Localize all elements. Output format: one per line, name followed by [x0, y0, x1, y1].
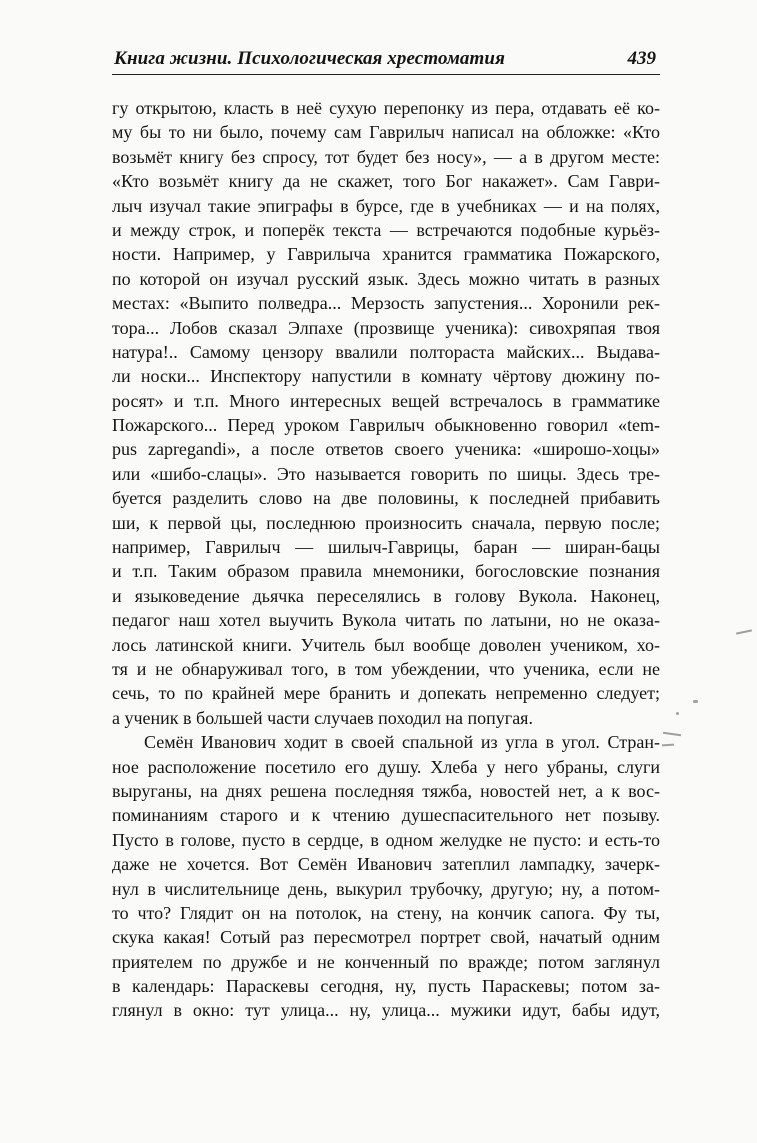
text-line: а ученик в большей части случаев походил на попугая.	[112, 707, 533, 728]
page-number: 439	[627, 48, 656, 69]
scan-artifact	[736, 629, 752, 634]
text-line: гу открытою, класть в неё сухую перепонку из пера, отдавать её ко-	[112, 98, 660, 118]
text-line: в календарь: Параскевы сегодня, ну, пусть Параскевы; потом за-	[112, 976, 660, 997]
text-line: Семён Иванович ходит в своей спальной из угла в угол. Стран-	[144, 732, 660, 753]
text-line: росят» и т.п. Много интересных вещей встречалось в грамматике	[112, 390, 660, 411]
text-line: то что? Глядит он на потолок, на стену, на кончик сапога. Фу ты,	[112, 902, 660, 923]
scan-artifact	[676, 712, 679, 715]
text-line: например, Гаврилыч — шилыч-Гаврицы, баран — ширан-бацы	[112, 537, 660, 558]
text-line: ности. Например, у Гаврилыча хранится грамматика Пожарского,	[112, 244, 660, 265]
text-line: сечь, то по крайней мере бранить и допекать непременно следует;	[112, 683, 660, 704]
text-line: педагог наш хотел выучить Вукола читать по латыни, но не оказа-	[112, 610, 660, 631]
text-line: нул в числительнице день, выкурил трубочку, другую; ну, а потом-	[112, 878, 660, 899]
running-header	[112, 40, 660, 75]
text-line: даже не хочется. Вот Семён Иванович затеплил лампадку, зачерк-	[112, 854, 660, 875]
text-line: скука какая! Сотый раз пересмотрел портрет свой, начатый одним	[112, 927, 660, 948]
text-line: местах: «Выпито полведра... Мерзость запустения... Хоронили рек-	[112, 293, 660, 314]
text-line: и т.п. Таким образом правила мнемоники, богословские познания	[112, 561, 660, 582]
text-line: pus zapregandi», а после ответов своего ученика: «широшо-хоцы»	[112, 439, 660, 460]
text-line: и языковедение дьячка переселялись в голову Вукола. Наконец,	[112, 585, 660, 606]
text-line: ли носки... Инспектору напустили в комнату чёртову дюжину по-	[112, 366, 660, 387]
text-line: выруганы, на днях решена последняя тяжба, новостей нет, а к вос-	[112, 780, 660, 801]
text-line: буется разделить слово на две половины, к последней прибавить	[112, 488, 660, 509]
scan-artifact	[662, 744, 674, 747]
text-line: по которой он изучал русский язык. Здесь можно читать в разных	[112, 268, 660, 289]
running-title: Книга жизни. Психологическая хрестоматия	[114, 48, 505, 69]
text-line: лось латинской книги. Учитель был вообще доволен учеником, хо-	[112, 634, 660, 655]
body-text	[112, 96, 660, 1023]
text-line: «Кто возьмёт книгу да не скажет, того Бог накажет». Сам Гаври-	[112, 171, 660, 192]
text-line: поминаниям старого и к чтению душеспасительного нет позыву.	[112, 805, 660, 826]
text-line: Пусто в голове, пусто в сердце, в одном желудке не пусто: и есть-то	[112, 829, 660, 850]
text-line: или «шибо-слацы». Это называется говорить по шицы. Здесь тре-	[112, 463, 660, 484]
text-line: приятелем по дружбе и не конченный по вражде; потом заглянул	[112, 951, 660, 972]
scan-artifact	[693, 700, 698, 703]
text-line: Пожарского... Перед уроком Гаврилыч обыкновенно говорил «tem-	[112, 415, 660, 436]
scan-artifact	[663, 732, 681, 736]
text-line: тора... Лобов сказал Элпахе (прозвище ученика): сивохряпая твоя	[112, 317, 660, 338]
text-line: возьмёт книгу без спросу, тот будет без носу», — а в другом месте:	[112, 146, 660, 167]
text-line: ши, к первой цы, последнюю произносить сначала, первую после;	[112, 512, 660, 533]
text-line: натура!.. Самому цензору ввалили полтораста майских... Выдава-	[112, 341, 660, 362]
text-line: глянул в окно: тут улица... ну, улица... мужики идут, бабы идут,	[112, 1000, 660, 1021]
text-line: му бы то ни было, почему сам Гаврилыч написал на обложке: «Кто	[112, 122, 660, 143]
text-line: и между строк, и поперёк текста — встречаются подобные курьёз-	[112, 219, 660, 240]
text-line: тя и не обнаруживал того, в том убеждении, что ученика, если не	[112, 658, 660, 679]
text-line: ное расположение посетило его душу. Хлеба у него убраны, слуги	[112, 756, 660, 777]
text-line: лыч изучал такие эпиграфы в бурсе, где в учебниках — и на полях,	[112, 195, 660, 216]
